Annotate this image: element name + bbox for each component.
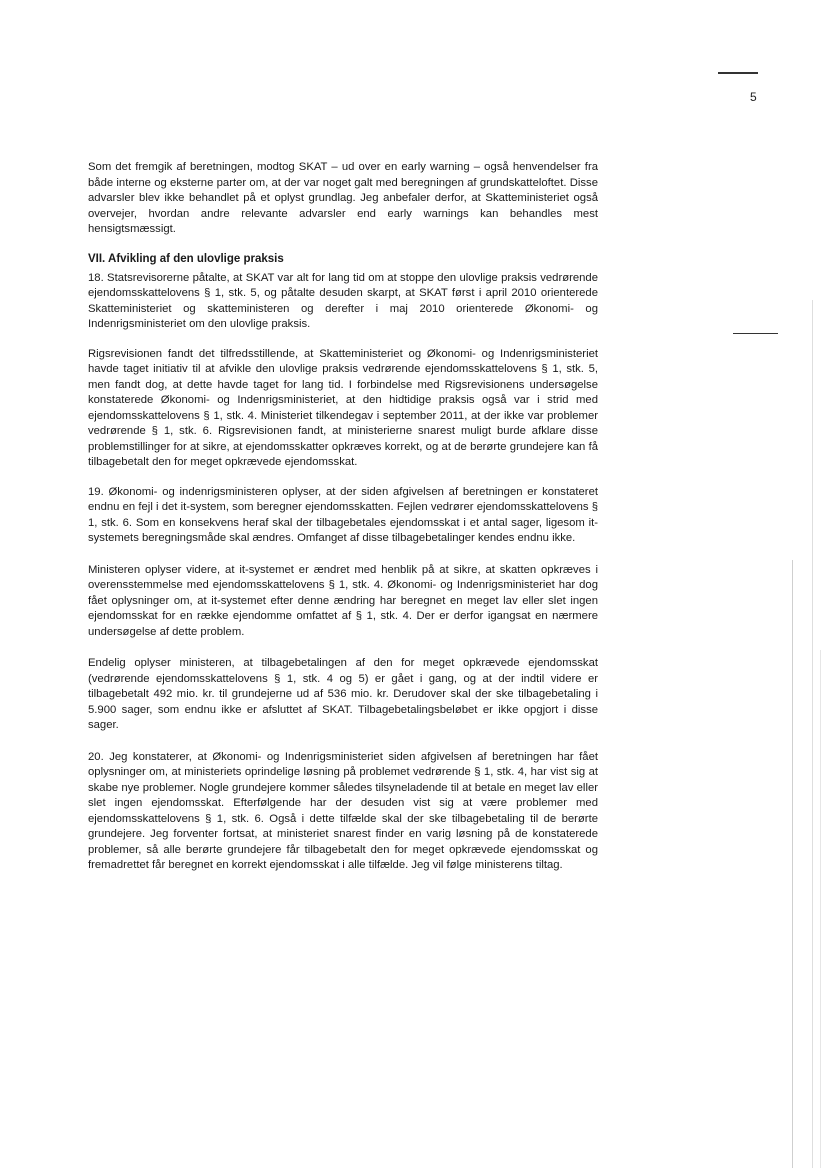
paragraph-18: 18. Statsrevisorerne påtalte, at SKAT var alt for lang tid om at stoppe den ulovlige praksis vedrørende ejendomsskattelovens § 1, stk. 5, og påtalte desuden skarpt, at SKAT først i april 2010 orienterede Skatteministeriet og skatteministeren og derefter i maj 2010 orienterede Økonomi- og Indenrigsministeriet om den ulovlige praksis.	[88, 271, 598, 330]
section-heading: VII. Afvikling af den ulovlige praksis	[88, 252, 284, 265]
paragraph-19: 19. Økonomi- og indenrigsministeren oplyser, at der siden afgivelsen af beretningen er konstateret endnu en fejl i det it-system, som beregner ejendomsskatten. Fejlen vedrører ejendomsskattelovens § 1, stk. 6. Som en konsekvens heraf skal der tilbagebetales ejendomsskat i et antal sager, ligesom it-systemets beregningsmåde skal ændres. Omfanget af disse tilbagebetalinger kendes endnu ikke.	[88, 485, 598, 544]
scan-edge-line	[820, 650, 821, 1168]
scan-edge-line	[792, 560, 793, 1168]
document-body	[88, 160, 598, 888]
paragraph-ministeren-videre: Ministeren oplyser videre, at it-systemet er ændret med henblik på at sikre, at skatten opkræves i overensstemmelse med ejendomsskattelovens § 1, stk. 4. Økonomi- og Indenrigsministeriet har dog fået oplysninger om, at it-systemet efter denne ændring har beregnet en meget lav eller slet ingen ejendomsskat for en række ejendomme omfattet af § 1, stk. 4. Der er derfor igangsat en nærmere undersøgelse af dette problem.	[88, 563, 598, 638]
scan-edge-line	[812, 300, 813, 1168]
paragraph-early-warnings: Som det fremgik af beretningen, modtog SKAT – ud over en early warning – også henvendelser fra både interne og eksterne parter om, at der var noget galt med beregningen af grundskatteloftet. Disse advarsler blev ikke behandlet på et oplyst grundlag. Jeg anbefaler derfor, at Skatteministeriet også overvejer, hvordan andre relevante advarsler end early warnings kan behandles mest hensigtsmæssigt.	[88, 161, 598, 235]
page-number: 5	[750, 90, 757, 104]
header-mark	[718, 72, 758, 74]
paragraph-tilbagebetaling: Endelig oplyser ministeren, at tilbagebetalingen af den for meget opkrævede ejendomsskat (vedrørende ejendomsskattelovens § 1, stk. 4 og 5) er gået i gang, og at der indtil videre er tilbagebetalt 492 mio. kr. til grundejerne ud af 536 mio. kr. Derudover skal der ske tilbagebetaling i 5.900 sager, som endnu ikke er afsluttet af SKAT. Tilbagebetalingsbeløbet er ikke opgjort i disse sager.	[88, 657, 598, 731]
paragraph-rigsrevisionen: Rigsrevisionen fandt det tilfredsstillende, at Skatteministeriet og Økonomi- og Indenrigsministeriet havde taget initiativ til at afvikle den ulovlige praksis vedrørende ejendomsskattelovens § 1, stk. 5, men fandt dog, at dette havde taget for lang tid. I forbindelse med Rigsrevisionens undersøgelse konstaterede Økonomi- og Indenrigsministeriet, at den hidtidige praksis også var i strid med ejendomsskattelovens § 1, stk. 4. Ministeriet tilkendegav i september 2011, at der ikke var problemer vedrørende § 1, stk. 6. Rigsrevisionen fandt, at ministerierne snarest muligt burde afklare disse problemstillinger for at sikre, at ejendomsskatter opkræves korrekt, og at de berørte grundejere kan få tilbagebetalt den for meget opkrævede ejendomsskat.	[88, 347, 598, 468]
margin-mark	[733, 333, 778, 334]
paragraph-20: 20. Jeg konstaterer, at Økonomi- og Indenrigsministeriet siden afgivelsen af beretningen har fået oplysninger om, at ministeriets oprindelige løsning på problemet vedrørende § 1, stk. 4, har vist sig at skabe nye problemer. Nogle grundejere kommer således tilsyneladende til at betale en meget lav eller slet ingen ejendomsskat. Efterfølgende har der desuden vist sig at være problemer med ejendomsskattelovens § 1, stk. 6. Også i dette tilfælde skal der ske tilbagebetaling til de berørte grundejere. Jeg forventer fortsat, at ministeriet snarest finder en varig løsning på de konstaterede problemer, så alle berørte grundejere får tilbagebetalt den for meget opkrævede ejendomsskat og fremadrettet får beregnet en korrekt ejendomsskat i alle tilfælde. Jeg vil følge ministerens tiltag.	[88, 750, 598, 871]
